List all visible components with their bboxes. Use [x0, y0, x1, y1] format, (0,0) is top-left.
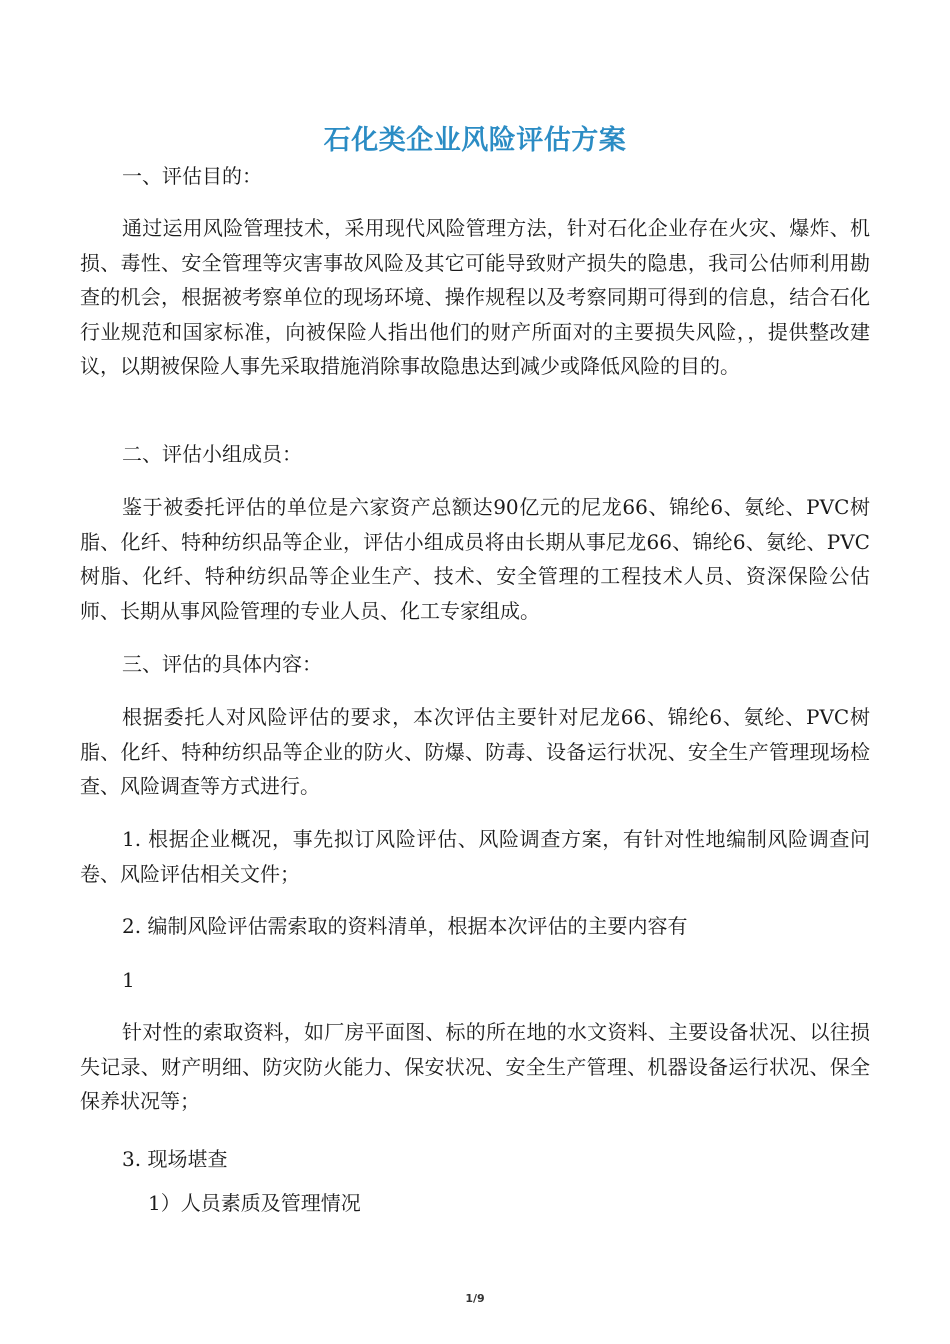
document-title: 石化类企业风险评估方案 [323, 125, 627, 157]
section-heading-purpose: 一、评估目的： [122, 164, 262, 188]
page-number: 1/9 [465, 1292, 485, 1305]
section-heading-content: 三、评估的具体内容： [122, 652, 322, 676]
list-item-1: 1. 根据企业概况，事先拟订风险评估、风险调查方案，有针对性地编制风险调查问卷、风险评估相关文件； [80, 827, 870, 886]
list-item-3: 3. 现场堪查 [122, 1147, 228, 1171]
paragraph-content: 根据委托人对风险评估的要求，本次评估主要针对尼龙66、锦纶6、氨纶、PVC树脂、化纤、特种纺织品等企业的防火、防爆、防毒、设备运行状况、安全生产管理现场检查、风险调查等方式进行。 [80, 705, 870, 798]
section-heading-team: 二、评估小组成员： [122, 442, 302, 466]
list-item-2: 2. 编制风险评估需索取的资料清单，根据本次评估的主要内容有 [122, 914, 688, 938]
inline-page-marker: 1 [122, 968, 135, 992]
sub-item-3-1: 1）人员素质及管理情况 [148, 1191, 361, 1215]
paragraph-purpose: 通过运用风险管理技术，采用现代风险管理方法，针对石化企业存在火灾、爆炸、机损、毒性、安全管理等灾害事故风险及其它可能导致财产损失的隐患，我司公估师利用勘查的机会，根据被考察单位的现场环境、操作规程以及考察同期可得到的信息，结合石化行业规范和国家标准，向被保险人指出他们的财产所面对的主要损失风险，，提供整改建议，以期被保险人事先采取措施消除事故隐患达到减少或降低风险的目的。 [80, 216, 870, 378]
paragraph-team: 鉴于被委托评估的单位是六家资产总额达90亿元的尼龙66、锦纶6、氨纶、PVC树脂、化纤、特种纺织品等企业，评估小组成员将由长期从事尼龙66、锦纶6、氨纶、PVC树脂、化纤、特种纺织品等企业生产、技术、安全管理的工程技术人员、资深保险公估师、长期从事风险管理的专业人员、化工专家组成。 [80, 495, 870, 623]
paragraph-materials: 针对性的索取资料，如厂房平面图、标的所在地的水文资料、主要设备状况、以往损失记录、财产明细、防灾防火能力、保安状况、安全生产管理、机器设备运行状况、保全保养状况等； [80, 1020, 870, 1113]
